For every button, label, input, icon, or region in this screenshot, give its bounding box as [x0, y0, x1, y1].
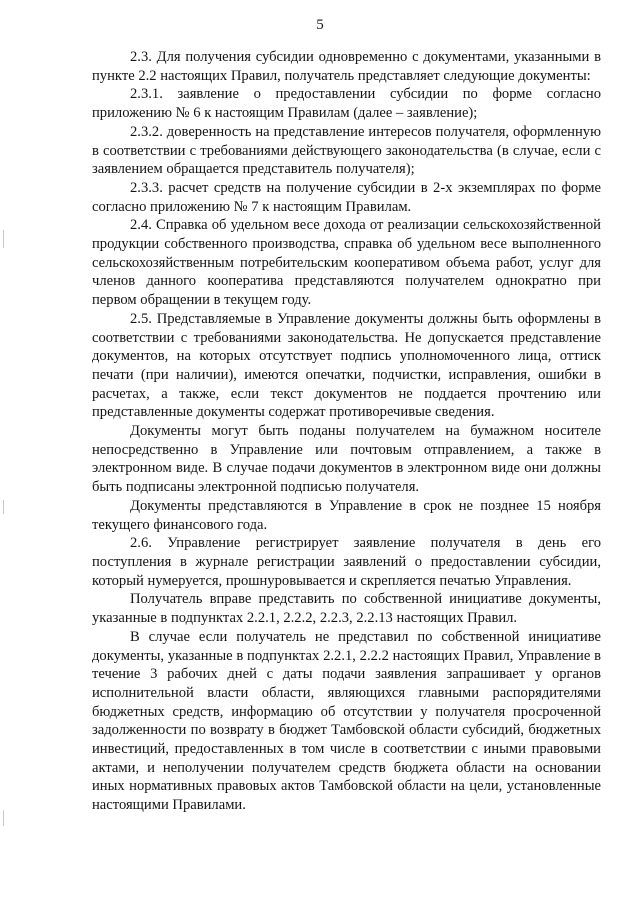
document-body	[92, 48, 601, 815]
paragraph-2-6: 2.6. Управление регистрирует заявление получателя в день его поступления в журнале регистрации заявлений о предоставлении субсидии, который нумеруется, прошнуровывается и скрепляется печатью Управления.	[92, 535, 601, 589]
paragraph-2-4: 2.4. Справка об удельном весе дохода от реализации сельскохозяйственной продукции собственного производства, справка об удельном весе выполненного сельскохозяйственным потребительским кооперативом объема работ, услуг для членов данного кооператива представляются получателем однократно при первом обращении в текущем году.	[92, 217, 601, 309]
paragraph-2-3-3: 2.3.3. расчет средств на получение субсидии в 2-х экземплярах по форме согласно приложению № 7 к настоящим Правилам.	[92, 179, 601, 215]
paragraph-2-3: 2.3. Для получения субсидии одновременно с документами, указанными в пункте 2.2 настоящих Правил, получатель представляет следующие документы:	[92, 49, 601, 84]
paragraph-submission-methods: Документы могут быть поданы получателем на бумажном носителе непосредственно в Управление или почтовым отправлением, а также в электронном виде. В случае подачи документов в электронном виде они должны быть подписаны электронной подписью получателя.	[92, 423, 601, 496]
paragraph-2-5: 2.5. Представляемые в Управление документы должны быть оформлены в соответствии с требованиями законодательства. Не допускается представление документов, на которых отсутствует подпись уполномоченного лица, оттиск печати (при наличии), имеются опечатки, подчистки, исправления, ошибки в расчетах, а также, если текст документов не поддается прочтению или представленные документы содержат противоречивые сведения.	[92, 310, 601, 421]
scan-margin-mark	[3, 500, 4, 514]
paragraph-interagency-request: В случае если получатель не представил по собственной инициативе документы, указанные в подпунктах 2.2.1, 2.2.2 настоящих Правил, Управление в течение 3 рабочих дней с даты подачи заявления запрашивает у органов исполнительной власти области, являющихся главными распорядителями бюджетных средств, информацию об отсутствии у получателя просроченной задолженности по возврату в бюджет Тамбовской области субсидий, бюджетных инвестиций, предоставленных в том числе в соответствии с иными правовыми актами, и неполучении получателем средств бюджета области на основании иных нормативных правовых актов Тамбовской области на цели, установленные настоящими Правилами.	[92, 628, 601, 814]
scan-margin-mark	[3, 230, 4, 248]
paragraph-submission-deadline: Документы представляются в Управление в срок не позднее 15 ноября текущего финансового года.	[92, 497, 601, 533]
paragraph-2-3-2: 2.3.2. доверенность на представление интересов получателя, оформленную в соответствии с требованиями действующего законодательства (в случае, если с заявлением обращается представитель получателя);	[92, 123, 601, 178]
paragraph-own-initiative: Получатель вправе представить по собственной инициативе документы, указанные в подпунктах 2.2.1, 2.2.2, 2.2.3, 2.2.13 настоящих Правил.	[92, 591, 601, 627]
paragraph-2-3-1: 2.3.1. заявление о предоставлении субсидии по форме согласно приложению № 6 к настоящим Правилам (далее – заявление);	[92, 86, 601, 122]
page-number: 5	[316, 17, 324, 33]
scan-margin-mark	[3, 810, 4, 826]
